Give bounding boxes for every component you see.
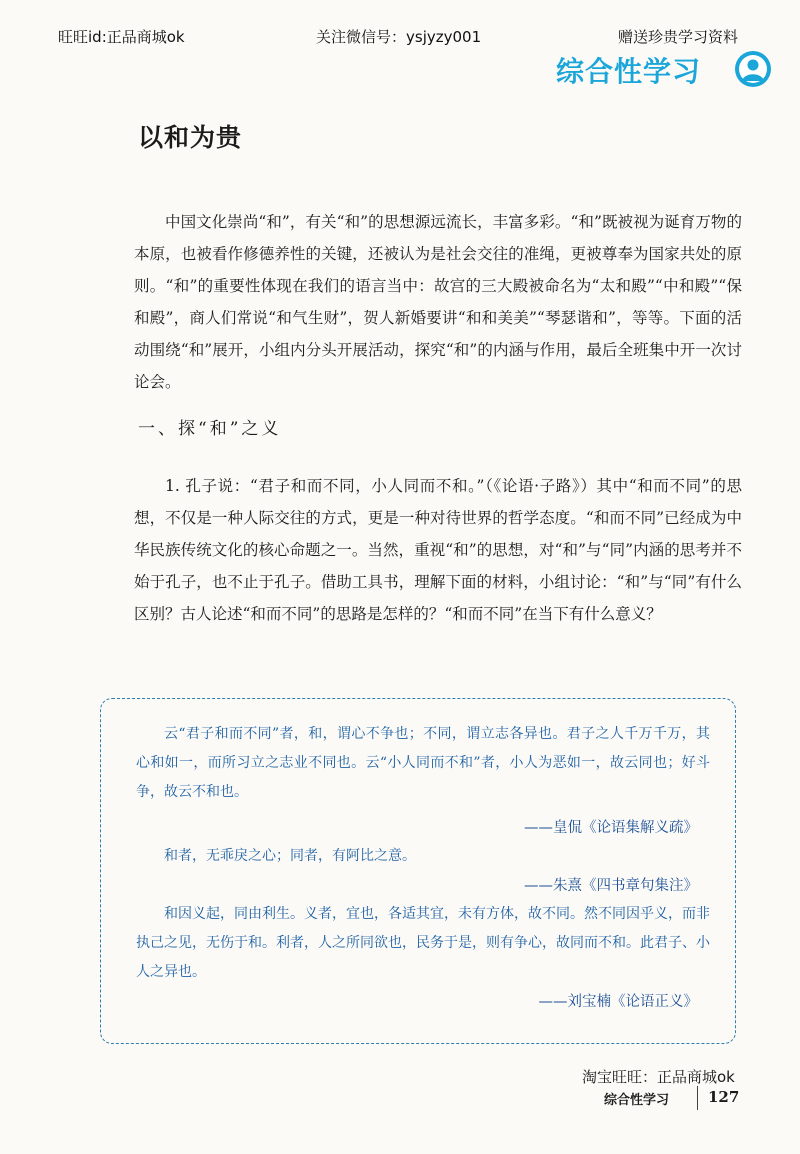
watermark-top-left: 旺旺id:正品商城ok [58, 28, 185, 46]
person-icon [734, 50, 772, 88]
intro-paragraph: 中国文化崇尚“和”，有关“和”的思想源远流长，丰富多彩。“和”既被视为诞育万物的本原，也被看作修德养性的关键，还被认为是社会交往的准绳，更被尊奉为国家共处的原则。“和”的重要性体现在我们的语言当中：故宫的三大殿被命名为“太和殿”“中和殿”“保和殿”，商人们常说“和气生财”，贺人新婚要讲“和和美美”“琴瑟谐和”，等等。下面的活动围绕“和”展开，小组内分头开展活动，探究“和”的内涵与作用，最后全班集中开一次讨论会。 [134, 213, 742, 391]
footer-divider [697, 1086, 698, 1110]
watermark-top-right: 赠送珍贵学习资料 [618, 28, 739, 46]
quote-text: 云“君子和而不同”者，和，谓心不争也；不同，谓立志各异也。君子之人千万千万，其心和如一，而所习立之志业不同也。云“小人同而不和”者，小人为恶如一，故云同也；好斗争，故云不和也。 [136, 726, 710, 800]
quote-source: ——朱熹《四书章句集注》 [524, 878, 698, 894]
task-paragraph: 1. 孔子说：“君子和而不同，小人同而不和。”（《论语·子路》）其中“和而不同”的思想，不仅是一种人际交往的方式，更是一种对待世界的哲学态度。“和而不同”已经成为中华民族传统文化的核心命题之一。当然，重视“和”的思想，对“和”与“同”内涵的思考并不始于孔子，也不止于孔子。借助工具书，理解下面的材料，小组讨论：“和”与“同”有什么区别？古人论述“和而不同”的思路是怎样的？“和而不同”在当下有什么意义？ [134, 477, 742, 623]
quote-text: 和因义起，同由利生。义者，宜也，各适其宜，未有方体，故不同。然不同因乎义，而非执己之见，无伤于和。利者，人之所同欲也，民务于是，则有争心，故同而不和。此君子、小人之异也。 [136, 906, 710, 980]
footer-section-label: 综合性学习 [604, 1093, 670, 1108]
section-heading: 一、探“和”之义 [138, 419, 282, 439]
watermark-bottom: 淘宝旺旺：正品商城ok [582, 1068, 735, 1086]
quote-text: 和者，无乖戾之心；同者，有阿比之意。 [164, 848, 416, 864]
quote-source: ——皇侃《论语集解义疏》 [524, 820, 698, 836]
quote-source: ——刘宝楠《论语正义》 [538, 994, 698, 1010]
page-title: 以和为贵 [138, 123, 243, 152]
watermark-top-center: 关注微信号：ysjyzy001 [316, 28, 482, 46]
page-number: 127 [708, 1088, 740, 1106]
section-label: 综合性学习 [556, 55, 702, 88]
